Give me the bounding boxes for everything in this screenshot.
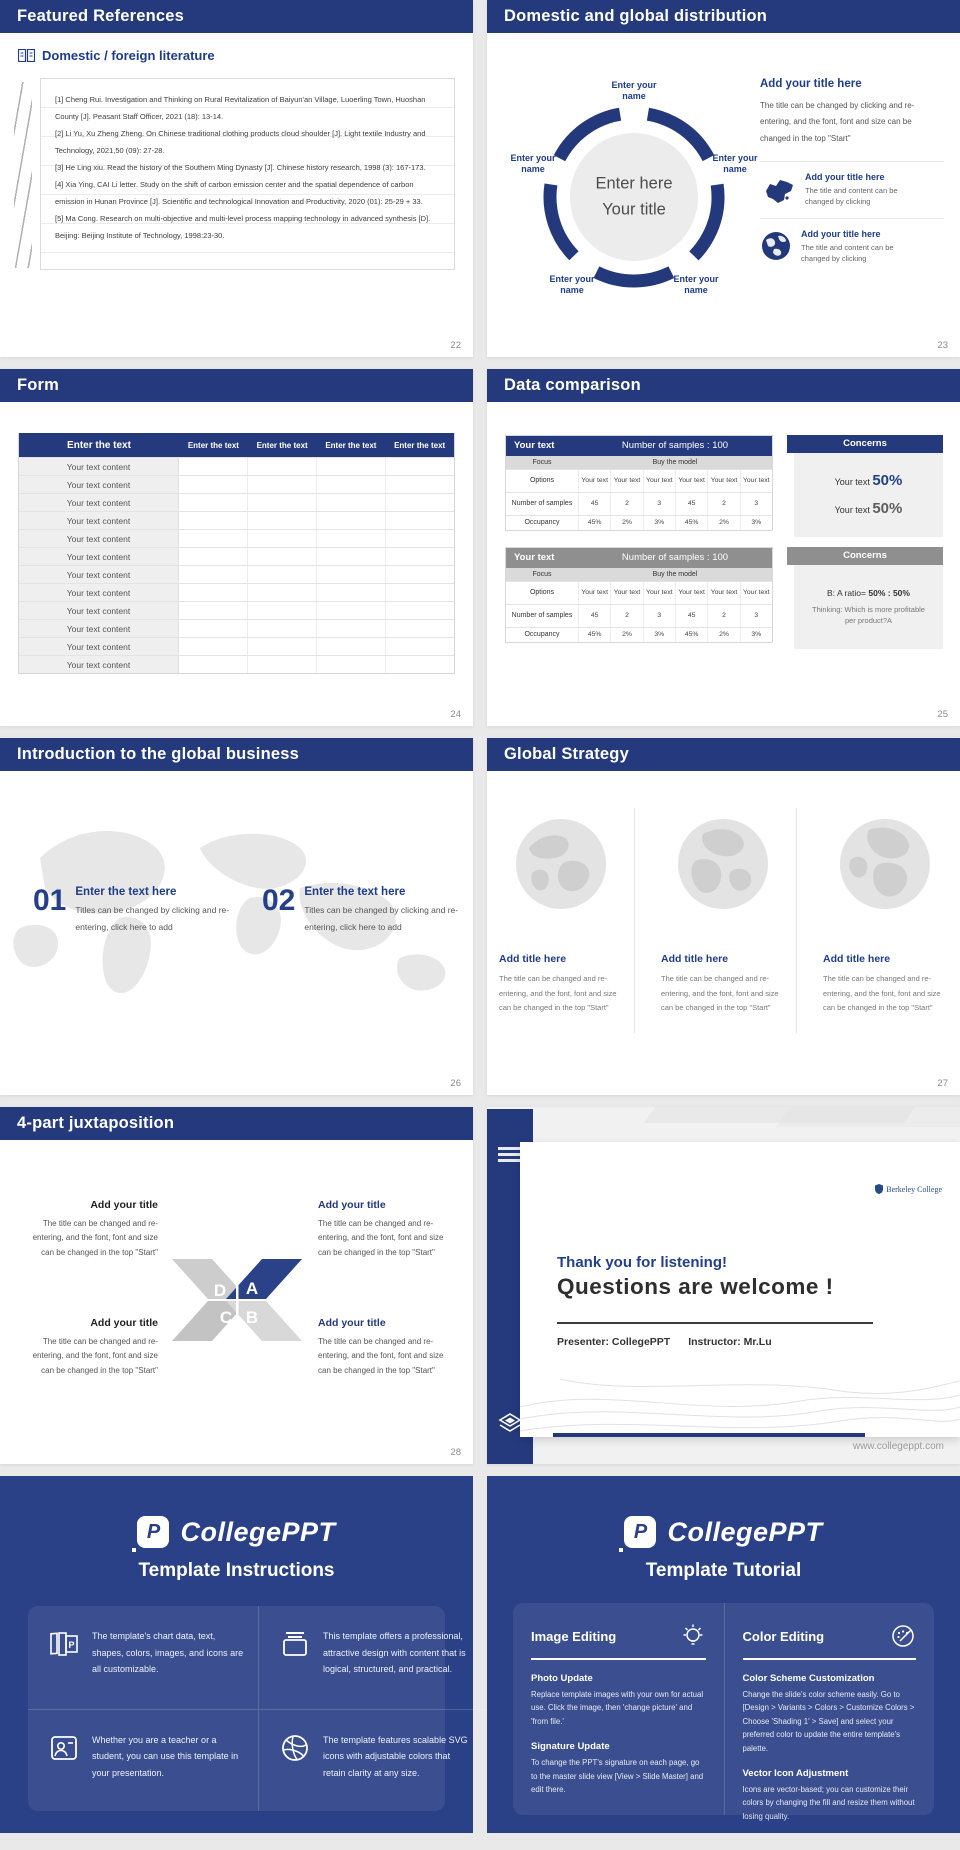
vector-ball-icon bbox=[279, 1732, 311, 1764]
presenter-label: Presenter: CollegePPT bbox=[557, 1336, 671, 1348]
concerns-box-2: Concerns B: A ratio= 50% : 50% Thinking: Which is more profitable per product?A bbox=[787, 547, 943, 649]
list-item bbox=[760, 219, 944, 275]
slide-title: Introduction to the global business bbox=[0, 738, 473, 771]
instructions-card bbox=[28, 1606, 468, 1811]
menu-icon bbox=[498, 1147, 520, 1165]
reference-item: [3] He Ling xiu. Read the history of the Southern Ming Dynasty [J]. Chinese history research, 1998 (3): 167-173. bbox=[55, 163, 426, 172]
table-row: Your text content bbox=[19, 565, 454, 583]
collegeppt-logo-icon: P bbox=[137, 1516, 169, 1548]
spiral-binding bbox=[14, 82, 32, 268]
brand-name: CollegePPT bbox=[667, 1516, 823, 1547]
table-header-row bbox=[19, 433, 454, 457]
table-row: Your text content bbox=[19, 511, 454, 529]
tip-body: To change the PPT's signature on each page, go to the master slide view [View > Slide Master] and edit there. bbox=[531, 1758, 704, 1795]
column-divider bbox=[796, 808, 797, 1033]
item-heading: Add your title here bbox=[801, 228, 881, 239]
concerns-title: Concerns bbox=[787, 435, 943, 453]
table-row: Your text content bbox=[19, 637, 454, 655]
thanks-line: Thank you for listening! bbox=[557, 1254, 728, 1271]
page-number: 23 bbox=[937, 340, 948, 351]
divider-line bbox=[557, 1322, 873, 1324]
diagram-node-label: Enter your name bbox=[510, 152, 556, 174]
reference-item: [5] Ma Cong. Research on multi-objective and multi-level process mapping technology in advanced synthesis [D]. Beijing: Beijing Institute of Technology, 1998:23-30. bbox=[55, 214, 431, 240]
item-body: Titles can be changed by clicking and re-entering, click here to add bbox=[75, 905, 230, 932]
globe-icon bbox=[760, 230, 792, 262]
website-url: www.collegeppt.com bbox=[852, 1441, 944, 1452]
table-row: Your text content bbox=[19, 547, 454, 565]
panel-template-tutorial bbox=[487, 1476, 960, 1833]
brand-name: CollegePPT bbox=[180, 1516, 336, 1547]
ribbon-letter: B bbox=[245, 1308, 259, 1327]
diagram-node-label: Enter your name bbox=[673, 273, 719, 295]
page-number: 27 bbox=[937, 1078, 948, 1089]
page-number: 22 bbox=[450, 340, 461, 351]
tip-body: Change the slide's color scheme easily. Go to [Design > Variants > Colors > Customize Colors > Choose 'Shading 1' > Save] and select your preferred color to update the entire template's palette. bbox=[742, 1690, 915, 1753]
ribbon-letter: D bbox=[213, 1281, 227, 1300]
tutorial-card bbox=[513, 1603, 934, 1821]
strategy-column bbox=[497, 818, 625, 1016]
table-row: Your text content bbox=[19, 655, 454, 673]
globe-graphic bbox=[515, 818, 607, 910]
tip-body: Icons are vector-based; you can customize their colors by changing the fill and resize them without losing quality. bbox=[742, 1785, 915, 1821]
table-row: Your text content bbox=[19, 475, 454, 493]
slide-global-strategy[interactable] bbox=[487, 738, 960, 1095]
panel-heading: Template Tutorial bbox=[645, 1560, 802, 1581]
table-row: Your text content bbox=[19, 493, 454, 511]
panel-heading: Template Instructions bbox=[138, 1560, 335, 1581]
cycle-diagram bbox=[509, 72, 759, 322]
tip-heading: Vector Icon Adjustment bbox=[742, 1768, 849, 1780]
slide-title: Global Strategy bbox=[487, 738, 960, 771]
concerns-box-1: Concerns Your text 50% Your text 50% bbox=[787, 435, 943, 537]
reference-item: [2] Li Yu, Xu Zheng Zheng. On Chinese traditional clothing products cloud shoulder [J]. Light textile Industry and Technology, 2021,50 (09): 27-28. bbox=[55, 129, 426, 155]
panel-template-instructions bbox=[0, 1476, 473, 1833]
shield-icon bbox=[875, 1184, 883, 1194]
text-block: Add your title The title can be changed and re-entering, and the font, font and size can be changed in the top "Start" bbox=[32, 1199, 158, 1257]
page-number: 25 bbox=[937, 709, 948, 720]
ribbon-letter: A bbox=[245, 1279, 259, 1298]
school-logo: Berkeley College bbox=[875, 1184, 942, 1194]
globe-graphic bbox=[839, 818, 931, 910]
column-body: The title can be changed and re-entering, and the font, font and size can be changed in the top "Start" bbox=[499, 974, 617, 1013]
reference-list bbox=[40, 78, 455, 270]
table-row: Your text content bbox=[19, 457, 454, 475]
wireframe-terrain-graphic bbox=[520, 1367, 960, 1437]
section-underline bbox=[743, 1658, 917, 1660]
column-heading: Add your title here bbox=[760, 78, 862, 90]
item-heading: Enter the text here bbox=[304, 886, 406, 898]
questions-line: Questions are welcome ! bbox=[557, 1274, 834, 1299]
column-heading: Add title here bbox=[499, 953, 567, 965]
slide-4-part-juxtaposition[interactable] bbox=[0, 1107, 473, 1464]
list-item bbox=[760, 162, 944, 219]
section-title: Image Editing bbox=[531, 1628, 617, 1644]
slide-form[interactable] bbox=[0, 369, 473, 726]
slide-title: Domestic and global distribution bbox=[487, 0, 960, 33]
comparison-table-1: Your text Number of samples : 100 Focus Buy the model Options Your text Your text Your text Your text Your text Your text Number of samples 45 2 3 45 2 3 Occupancy 45% 2% 3% 45% 2% 3% bbox=[505, 435, 773, 531]
thank-you-slide bbox=[520, 1142, 960, 1437]
section-heading bbox=[18, 48, 215, 63]
diagram-center-text: Enter here Your title bbox=[595, 174, 673, 218]
ribbon-letter: C bbox=[219, 1308, 233, 1327]
item-number: 02 bbox=[262, 884, 296, 917]
slide-accent-bar bbox=[553, 1433, 865, 1437]
slide-title: Data comparison bbox=[487, 369, 960, 402]
tip-body: Replace template images with your own for actual use. Click the image, then 'change picture' and 'from file.' bbox=[531, 1690, 704, 1726]
concerns-title: Concerns bbox=[787, 547, 943, 565]
column-header: Enter the text bbox=[187, 440, 239, 450]
text-block: Add your title The title can be changed and re-entering, and the font, font and size can be changed in the top "Start" bbox=[318, 1199, 444, 1257]
form-table bbox=[18, 433, 455, 674]
column-header: Enter the text bbox=[394, 440, 446, 450]
instruction-item: Whether you are a teacher or a student, you can use this template in your presentation. bbox=[28, 1709, 258, 1812]
palette-icon bbox=[890, 1623, 916, 1649]
section-title: Color Editing bbox=[742, 1628, 825, 1644]
slide-featured-references[interactable] bbox=[0, 0, 473, 357]
item-heading: Enter the text here bbox=[75, 886, 177, 898]
reference-item: [1] Cheng Rui. Investigation and Thinking on Rural Revitalization of Baiyun'an Village, Luoerling Town, Huoshan County [J]. Peasant Staff Officer, 2021 (18): 13-14. bbox=[55, 95, 426, 121]
page-number: 24 bbox=[450, 709, 461, 720]
slide-data-comparison[interactable] bbox=[487, 369, 960, 726]
strategy-column bbox=[821, 818, 949, 1016]
column-body: The title can be changed and re-entering, and the font, font and size can be changed in the top "Start" bbox=[823, 974, 941, 1013]
slide-thank-you[interactable] bbox=[487, 1107, 960, 1464]
ribbon-x-graphic bbox=[168, 1257, 306, 1343]
table-row: Your text content bbox=[19, 619, 454, 637]
text-block: Add your title The title can be changed and re-entering, and the font, font and size can be changed in the top "Start" bbox=[32, 1317, 158, 1375]
screen-icon bbox=[279, 1628, 311, 1660]
instruction-item: The template features scalable SVG icons with adjustable colors that retain clarity at any size. bbox=[258, 1709, 489, 1812]
column-heading: Add title here bbox=[823, 953, 891, 965]
column-body: The title can be changed by clicking and re-entering, and the font, font and size can be changed in the top "Start" bbox=[760, 98, 944, 162]
distribution-right-column bbox=[760, 78, 944, 274]
section-underline bbox=[531, 1658, 706, 1660]
column-header: Enter the text bbox=[256, 440, 308, 450]
strategy-column bbox=[659, 818, 787, 1016]
tip-heading: Color Scheme Customization bbox=[742, 1673, 875, 1684]
tutorial-section bbox=[513, 1603, 724, 1815]
bulb-icon bbox=[680, 1623, 706, 1649]
china-map-icon bbox=[760, 175, 796, 205]
tip-heading: Signature Update bbox=[531, 1741, 610, 1753]
brand-lockup bbox=[0, 1476, 473, 1548]
item-body: The title and content can be changed by clicking bbox=[805, 186, 898, 207]
presenter-row bbox=[557, 1336, 772, 1348]
brand-lockup bbox=[487, 1476, 960, 1548]
svg-text:P: P bbox=[68, 1640, 75, 1650]
column-divider bbox=[634, 808, 635, 1033]
text-block: Add your title The title can be changed and re-entering, and the font, font and size can be changed in the top "Start" bbox=[318, 1317, 444, 1375]
diagram-node-label: Enter your name bbox=[611, 79, 657, 101]
section-title: Domestic / foreign literature bbox=[42, 48, 215, 63]
page-number: 28 bbox=[450, 1447, 461, 1458]
tip-heading: Photo Update bbox=[531, 1673, 593, 1684]
chart-docs-icon bbox=[48, 1628, 80, 1660]
page-number: 26 bbox=[450, 1078, 461, 1089]
instructor-label: Instructor: Mr.Lu bbox=[688, 1336, 772, 1348]
comparison-table-2: Your text Number of samples : 100 Focus Buy the model Options Your text Your text Your text Your text Your text Your text Number of samples 45 2 3 45 2 3 Occupancy 45% 2% 3% 45% 2% 3% bbox=[505, 547, 773, 643]
slide-title: Form bbox=[0, 369, 473, 402]
column-heading: Add title here bbox=[661, 953, 729, 965]
diagram-node-label: Enter your name bbox=[549, 273, 595, 295]
column-header: Enter the text bbox=[67, 439, 131, 451]
diagram-node-label: Enter your name bbox=[712, 152, 758, 174]
column-header: Enter the text bbox=[325, 440, 377, 450]
collegeppt-logo-icon: P bbox=[624, 1516, 656, 1548]
slide-domestic-global-distribution[interactable] bbox=[487, 0, 960, 357]
item-number: 01 bbox=[33, 884, 67, 917]
reference-item: [4] Xia Ying, CAI Li letter. Study on the shift of carbon emission center and the spatial dependence of carbon emission in Hunan Province [J]. Scientific and technological Innovation and Productivity, 2020 (01): 25-29 + 33. bbox=[55, 180, 423, 206]
globe-graphic bbox=[677, 818, 769, 910]
item-heading: Add your title here bbox=[805, 172, 885, 183]
instruction-item: This template offers a professional, attractive design with content that is logical, structured, and practical. bbox=[258, 1606, 489, 1709]
slide-title: 4-part juxtaposition bbox=[0, 1107, 473, 1140]
item-body: Titles can be changed by clicking and re-entering, click here to add bbox=[304, 905, 459, 932]
instruction-item: P The template's chart data, text, shapes, colors, images, and icons are all customizable. bbox=[28, 1606, 258, 1709]
tutorial-section bbox=[724, 1603, 935, 1821]
book-icon bbox=[18, 49, 35, 62]
table-row: Your text content bbox=[19, 583, 454, 601]
column-body: The title can be changed and re-entering, and the font, font and size can be changed in the top "Start" bbox=[661, 974, 779, 1013]
table-row: Your text content bbox=[19, 529, 454, 547]
item-body: The title and content can be changed by clicking bbox=[801, 242, 894, 263]
teacher-icon bbox=[48, 1732, 80, 1764]
numbered-item bbox=[262, 886, 464, 935]
table-row: Your text content bbox=[19, 601, 454, 619]
slide-intro-global-business[interactable] bbox=[0, 738, 473, 1095]
numbered-item bbox=[33, 886, 235, 935]
slide-title: Featured References bbox=[0, 0, 473, 33]
